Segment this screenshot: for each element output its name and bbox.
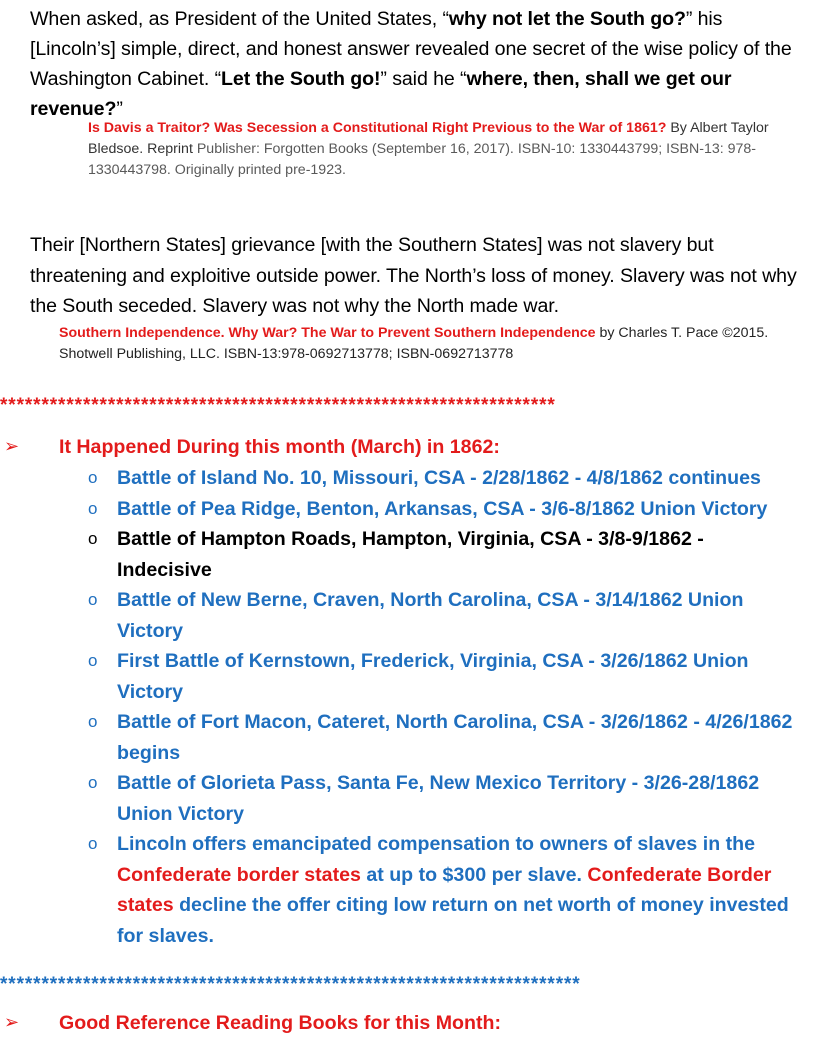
list-item (88, 494, 800, 525)
list-item (88, 646, 800, 707)
citation-pace (59, 323, 799, 365)
event-text: decline the offer citing low return on net worth of money invested for slaves. (117, 894, 789, 947)
event-text-highlight: Confederate Border states (117, 863, 772, 916)
event-text: Battle of Glorieta Pass, Santa Fe, New Mexico Territory - 3/26-28/1862 Union Victory (117, 772, 760, 825)
event-text: Lincoln offers emancipated compensation to owners of slaves in the (117, 833, 756, 855)
citation-title: Southern Independence. Why War? The War to Prevent Southern Independence (59, 325, 596, 341)
lincoln-quote (30, 4, 812, 124)
quote-text: ” his [Lincoln’s] simple, direct, and honest answer revealed one secret of the wise policy of the Washington Cabinet. “ (30, 8, 792, 90)
section-heading-text: Good Reference Reading Books for this Month: (59, 1012, 501, 1034)
circle-bullet-icon: o (88, 498, 98, 518)
quote-text: ” (116, 98, 123, 120)
arrow-bullet-icon: ➢ (4, 1012, 20, 1032)
event-text: First Battle of Kernstown, Frederick, Virginia, CSA - 3/26/1862 Union Victory (117, 650, 749, 703)
quote-bold: where, then, shall we get our revenue? (30, 68, 732, 120)
circle-bullet-icon: o (88, 834, 98, 853)
event-text: Battle of Pea Ridge, Benton, Arkansas, CSA - 3/6-8/1862 Union Victory (117, 497, 768, 520)
list-item (88, 463, 800, 494)
arrow-bullet-icon: ➢ (4, 436, 20, 456)
event-text-highlight: Confederate border states (117, 863, 361, 886)
separator-red: ******************************************************************* (0, 395, 556, 416)
event-text: at up to $300 per slave. (360, 863, 588, 886)
citation-details: Publisher: Forgotten Books (September 16, 2017). ISBN-10: 1330443799; ISBN-13: 978-1330443798. Originally printed pre-1923. (88, 141, 757, 178)
event-text: Battle of Hampton Roads, Hampton, Virginia, CSA - 3/8-9/1862 - Indecisive (117, 528, 704, 581)
circle-bullet-icon: o (88, 590, 98, 609)
list-item (88, 707, 800, 768)
circle-bullet-icon: o (88, 529, 98, 548)
quote-text: When asked, as President of the United States, “ (30, 8, 449, 30)
list-item (88, 585, 800, 646)
event-text: Battle of New Berne, Craven, North Carolina, CSA - 3/14/1862 Union Victory (117, 589, 744, 642)
citation-author: By Albert Taylor Bledsoe. Reprint (88, 120, 769, 157)
quote-bold: why not let the South go? (448, 8, 686, 30)
list-item-lincoln-offer (88, 829, 800, 951)
event-text: Battle of Island No. 10, Missouri, CSA - 2/28/1862 - 4/8/1862 continues (117, 467, 761, 489)
citation-details: by Charles T. Pace ©2015. Shotwell Publishing, LLC. ISBN-13:978-0692713778; ISBN-0692713778 (59, 325, 769, 362)
grievance-paragraph: Their [Northern States] grievance [with the Southern States] was not slavery but threatening and exploitive outside power. The North’s loss of money. Slavery was not why the South seceded. Slavery was not why the North made war. (30, 234, 797, 317)
circle-bullet-icon: o (88, 468, 98, 487)
separator-blue: ********************************************************************** (0, 974, 581, 995)
list-item (88, 768, 800, 829)
quote-text: ” said he “ (380, 68, 467, 90)
circle-bullet-icon: o (88, 651, 98, 670)
events-list (88, 463, 800, 951)
quote-bold: Let the South go! (221, 68, 381, 90)
list-item (88, 524, 800, 585)
section-heading-text: It Happened During this month (March) in 1862: (59, 436, 500, 458)
event-text: Battle of Fort Macon, Cateret, North Carolina, CSA - 3/26/1862 - 4/26/1862 begins (117, 711, 793, 764)
circle-bullet-icon: o (88, 712, 98, 731)
circle-bullet-icon: o (88, 773, 98, 792)
citation-title: Is Davis a Traitor? Was Secession a Constitutional Right Previous to the War of 1861? (88, 120, 667, 136)
citation-bledsoe (88, 118, 800, 181)
